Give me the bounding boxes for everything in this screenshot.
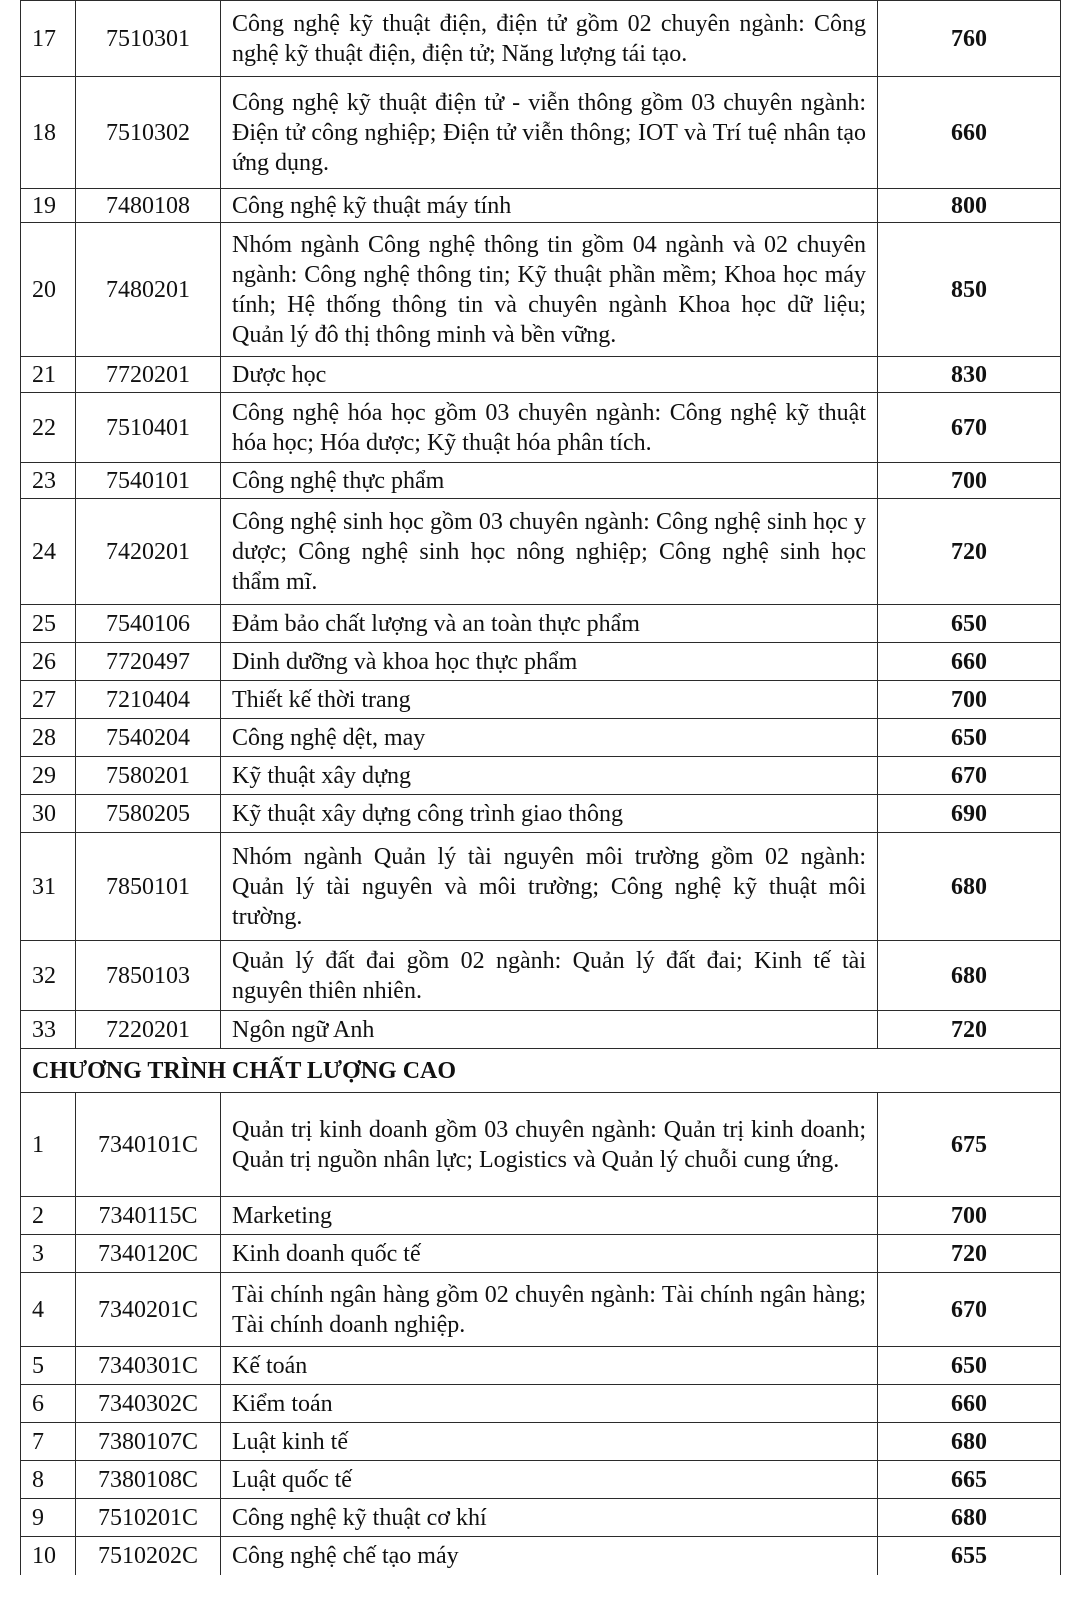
row-number: 25	[21, 605, 76, 643]
row-number: 3	[21, 1235, 76, 1273]
row-number: 32	[21, 941, 76, 1011]
table-row	[21, 1197, 1061, 1235]
table-row	[21, 757, 1061, 795]
major-code: 7510202C	[76, 1537, 221, 1575]
major-name: Công nghệ kỹ thuật điện tử - viễn thông gồm 03 chuyên ngành: Điện tử công nghiệp; Điện tử viễn thông; IOT và Trí tuệ nhân tạo ứng dụng.	[221, 77, 878, 189]
row-number: 20	[21, 223, 76, 357]
major-name: Dinh dưỡng và khoa học thực phẩm	[221, 643, 878, 681]
section-row	[21, 1049, 1061, 1093]
table-row	[21, 605, 1061, 643]
major-code: 7480201	[76, 223, 221, 357]
row-number: 29	[21, 757, 76, 795]
min-score: 675	[878, 1093, 1061, 1197]
major-name: Công nghệ hóa học gồm 03 chuyên ngành: Công nghệ kỹ thuật hóa học; Hóa dược; Kỹ thuật hóa phân tích.	[221, 393, 878, 463]
table-row	[21, 499, 1061, 605]
table-row	[21, 223, 1061, 357]
major-name: Tài chính ngân hàng gồm 02 chuyên ngành: Tài chính ngân hàng; Tài chính doanh nghiệp.	[221, 1273, 878, 1347]
min-score: 830	[878, 357, 1061, 393]
major-code: 7510201C	[76, 1499, 221, 1537]
major-code: 7510401	[76, 393, 221, 463]
table-row	[21, 1499, 1061, 1537]
major-code: 7510301	[76, 1, 221, 77]
major-code: 7540204	[76, 719, 221, 757]
major-name: Kỹ thuật xây dựng công trình giao thông	[221, 795, 878, 833]
section-title: CHƯƠNG TRÌNH CHẤT LƯỢNG CAO	[21, 1049, 1061, 1093]
row-number: 33	[21, 1011, 76, 1049]
row-number: 1	[21, 1093, 76, 1197]
major-name: Kỹ thuật xây dựng	[221, 757, 878, 795]
major-code: 7340115C	[76, 1197, 221, 1235]
table-row	[21, 1385, 1061, 1423]
major-name: Kinh doanh quốc tế	[221, 1235, 878, 1273]
major-code: 7580201	[76, 757, 221, 795]
major-code: 7540106	[76, 605, 221, 643]
row-number: 5	[21, 1347, 76, 1385]
min-score: 690	[878, 795, 1061, 833]
min-score: 665	[878, 1461, 1061, 1499]
major-name: Ngôn ngữ Anh	[221, 1011, 878, 1049]
major-code: 7480108	[76, 189, 221, 223]
table-row	[21, 463, 1061, 499]
major-name: Nhóm ngành Quản lý tài nguyên môi trường gồm 02 ngành: Quản lý tài nguyên và môi trường; Công nghệ kỹ thuật môi trường.	[221, 833, 878, 941]
major-code: 7720201	[76, 357, 221, 393]
major-code: 7340302C	[76, 1385, 221, 1423]
row-number: 9	[21, 1499, 76, 1537]
min-score: 700	[878, 1197, 1061, 1235]
table-row	[21, 1347, 1061, 1385]
row-number: 26	[21, 643, 76, 681]
major-name: Kiểm toán	[221, 1385, 878, 1423]
min-score: 650	[878, 605, 1061, 643]
table-row	[21, 1011, 1061, 1049]
table-row	[21, 681, 1061, 719]
min-score: 680	[878, 1499, 1061, 1537]
major-name: Công nghệ chế tạo máy	[221, 1537, 878, 1575]
major-name: Công nghệ kỹ thuật máy tính	[221, 189, 878, 223]
row-number: 6	[21, 1385, 76, 1423]
major-code: 7340101C	[76, 1093, 221, 1197]
major-code: 7850103	[76, 941, 221, 1011]
min-score: 650	[878, 719, 1061, 757]
table-row	[21, 357, 1061, 393]
row-number: 23	[21, 463, 76, 499]
min-score: 720	[878, 499, 1061, 605]
row-number: 31	[21, 833, 76, 941]
min-score: 680	[878, 1423, 1061, 1461]
min-score: 800	[878, 189, 1061, 223]
major-code: 7340120C	[76, 1235, 221, 1273]
major-name: Công nghệ sinh học gồm 03 chuyên ngành: Công nghệ sinh học y dược; Công nghệ sinh học nông nghiệp; Công nghệ sinh học thẩm mĩ.	[221, 499, 878, 605]
min-score: 660	[878, 77, 1061, 189]
row-number: 22	[21, 393, 76, 463]
major-name: Luật kinh tế	[221, 1423, 878, 1461]
major-code: 7580205	[76, 795, 221, 833]
min-score: 670	[878, 1273, 1061, 1347]
table-body	[21, 1, 1061, 1575]
major-name: Quản lý đất đai gồm 02 ngành: Quản lý đất đai; Kinh tế tài nguyên thiên nhiên.	[221, 941, 878, 1011]
major-name: Nhóm ngành Công nghệ thông tin gồm 04 ngành và 02 chuyên ngành: Công nghệ thông tin; Kỹ thuật phần mềm; Khoa học máy tính; Hệ thống thông tin và chuyên ngành Khoa học dữ liệu; Quản lý đô thị thông minh và bền vững.	[221, 223, 878, 357]
min-score: 850	[878, 223, 1061, 357]
major-code: 7220201	[76, 1011, 221, 1049]
row-number: 8	[21, 1461, 76, 1499]
major-code: 7380107C	[76, 1423, 221, 1461]
admission-score-table	[20, 0, 1061, 1575]
row-number: 7	[21, 1423, 76, 1461]
major-name: Marketing	[221, 1197, 878, 1235]
major-code: 7420201	[76, 499, 221, 605]
major-code: 7380108C	[76, 1461, 221, 1499]
major-name: Dược học	[221, 357, 878, 393]
min-score: 655	[878, 1537, 1061, 1575]
row-number: 17	[21, 1, 76, 77]
table-row	[21, 719, 1061, 757]
min-score: 680	[878, 833, 1061, 941]
row-number: 21	[21, 357, 76, 393]
major-code: 7720497	[76, 643, 221, 681]
major-code: 7510302	[76, 77, 221, 189]
major-name: Quản trị kinh doanh gồm 03 chuyên ngành: Quản trị kinh doanh; Quản trị nguồn nhân lực; Logistics và Quản lý chuỗi cung ứng.	[221, 1093, 878, 1197]
major-code: 7340201C	[76, 1273, 221, 1347]
major-name: Công nghệ kỹ thuật điện, điện tử gồm 02 chuyên ngành: Công nghệ kỹ thuật điện, điện tử; Năng lượng tái tạo.	[221, 1, 878, 77]
min-score: 660	[878, 1385, 1061, 1423]
table-row	[21, 1537, 1061, 1575]
row-number: 19	[21, 189, 76, 223]
major-code: 7850101	[76, 833, 221, 941]
min-score: 720	[878, 1235, 1061, 1273]
table-row	[21, 1461, 1061, 1499]
table-row	[21, 941, 1061, 1011]
row-number: 28	[21, 719, 76, 757]
major-code: 7540101	[76, 463, 221, 499]
min-score: 700	[878, 463, 1061, 499]
table-row	[21, 1273, 1061, 1347]
row-number: 4	[21, 1273, 76, 1347]
major-name: Thiết kế thời trang	[221, 681, 878, 719]
row-number: 10	[21, 1537, 76, 1575]
table-row	[21, 189, 1061, 223]
table-row	[21, 795, 1061, 833]
table-row	[21, 1, 1061, 77]
major-name: Luật quốc tế	[221, 1461, 878, 1499]
major-code: 7340301C	[76, 1347, 221, 1385]
min-score: 760	[878, 1, 1061, 77]
major-code: 7210404	[76, 681, 221, 719]
min-score: 650	[878, 1347, 1061, 1385]
min-score: 670	[878, 757, 1061, 795]
table-row	[21, 393, 1061, 463]
major-name: Công nghệ kỹ thuật cơ khí	[221, 1499, 878, 1537]
row-number: 18	[21, 77, 76, 189]
table-row	[21, 77, 1061, 189]
table-row	[21, 1423, 1061, 1461]
row-number: 2	[21, 1197, 76, 1235]
min-score: 700	[878, 681, 1061, 719]
major-name: Công nghệ dệt, may	[221, 719, 878, 757]
min-score: 720	[878, 1011, 1061, 1049]
row-number: 30	[21, 795, 76, 833]
table-row	[21, 1093, 1061, 1197]
major-name: Kế toán	[221, 1347, 878, 1385]
major-name: Đảm bảo chất lượng và an toàn thực phẩm	[221, 605, 878, 643]
table-row	[21, 643, 1061, 681]
table-row	[21, 833, 1061, 941]
row-number: 24	[21, 499, 76, 605]
min-score: 660	[878, 643, 1061, 681]
table-row	[21, 1235, 1061, 1273]
min-score: 680	[878, 941, 1061, 1011]
major-name: Công nghệ thực phẩm	[221, 463, 878, 499]
min-score: 670	[878, 393, 1061, 463]
row-number: 27	[21, 681, 76, 719]
